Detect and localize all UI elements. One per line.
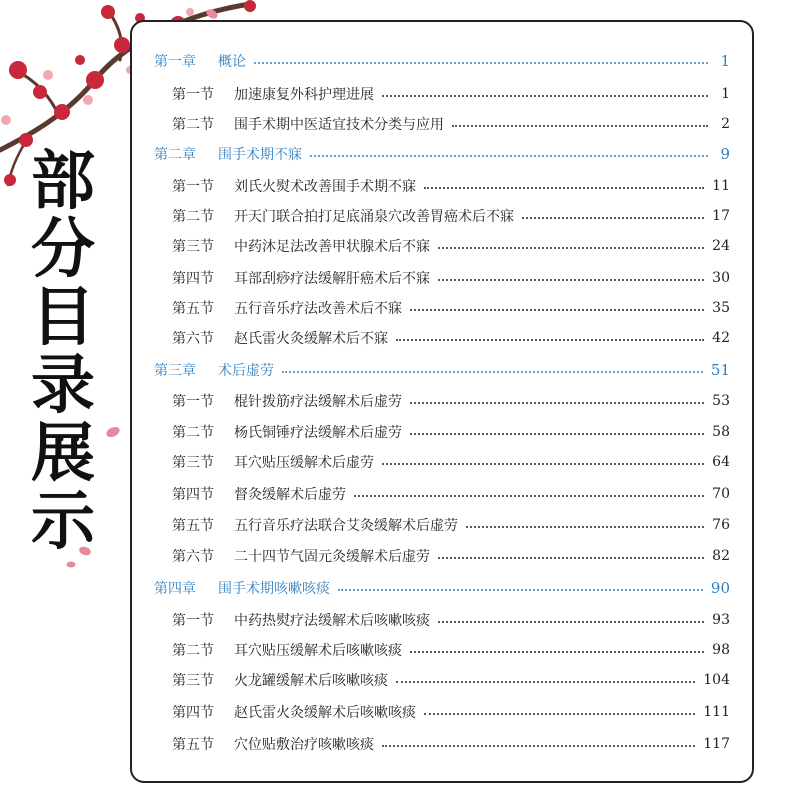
dot-leader <box>438 279 704 281</box>
toc-entry-page-number: 9 <box>720 145 730 163</box>
dot-leader <box>382 463 704 465</box>
toc-entry-label: 第五节 <box>172 737 214 753</box>
toc-entry-page-number: 42 <box>712 330 730 346</box>
toc-section-entry[interactable] <box>132 264 752 292</box>
toc-entry-label: 第六节 <box>172 331 214 347</box>
dot-leader <box>354 495 704 497</box>
toc-section-entry[interactable] <box>132 110 752 138</box>
petal-icon <box>105 425 121 439</box>
toc-entry-page-number: 70 <box>712 486 730 502</box>
dot-leader <box>282 371 703 373</box>
toc-entry-page-number: 1 <box>721 86 730 102</box>
dot-leader <box>382 745 695 747</box>
toc-entry-title: 概论 <box>218 54 246 70</box>
dot-leader <box>396 339 704 341</box>
toc-section-entry[interactable] <box>132 698 752 726</box>
toc-entry-title: 二十四节气固元灸缓解术后虚劳 <box>234 549 430 565</box>
toc-entry-title: 督灸缓解术后虚劳 <box>234 487 346 503</box>
dot-leader <box>382 95 708 97</box>
dot-leader <box>254 62 708 64</box>
toc-entry-label: 第三章 <box>154 363 196 379</box>
dot-leader <box>466 526 704 528</box>
toc-entry-title: 赵氏雷火灸缓解术后不寐 <box>234 331 388 347</box>
toc-chapter-entry[interactable] <box>132 356 752 384</box>
toc-entry-label: 第二节 <box>172 425 214 441</box>
dot-leader <box>410 309 704 311</box>
toc-section-entry[interactable] <box>132 324 752 352</box>
toc-section-entry[interactable] <box>132 294 752 322</box>
dot-leader <box>410 651 704 653</box>
toc-entry-title: 穴位贴敷治疗咳嗽咳痰 <box>234 737 374 753</box>
toc-entry-label: 第一节 <box>172 87 214 103</box>
side-title-char: 目 <box>31 281 95 355</box>
side-title-char: 示 <box>31 485 95 559</box>
table-of-contents <box>130 20 754 783</box>
toc-entry-label: 第二节 <box>172 643 214 659</box>
toc-entry-label: 第四章 <box>154 581 196 597</box>
toc-entry-page-number: 1 <box>720 52 730 70</box>
side-title-char: 展 <box>31 417 95 491</box>
toc-section-entry[interactable] <box>132 448 752 476</box>
toc-entry-page-number: 64 <box>712 454 730 470</box>
toc-entry-page-number: 11 <box>712 178 730 194</box>
petal-icon <box>66 560 76 569</box>
toc-entry-page-number: 30 <box>712 270 730 286</box>
toc-entry-title: 棍针拨筋疗法缓解术后虚劳 <box>234 394 402 410</box>
toc-section-entry[interactable] <box>132 606 752 634</box>
toc-entry-page-number: 111 <box>703 704 730 720</box>
toc-entry-label: 第一章 <box>154 54 196 70</box>
toc-entry-page-number: 2 <box>721 116 730 132</box>
dot-leader <box>424 187 704 189</box>
toc-entry-title: 刘氏火熨术改善围手术期不寐 <box>234 179 416 195</box>
toc-entry-label: 第三节 <box>172 673 214 689</box>
toc-entry-label: 第五节 <box>172 301 214 317</box>
toc-entry-label: 第五节 <box>172 518 214 534</box>
side-title-char: 录 <box>31 349 95 423</box>
toc-section-entry[interactable] <box>132 202 752 230</box>
toc-entry-page-number: 98 <box>712 642 730 658</box>
dot-leader <box>438 247 704 249</box>
toc-entry-label: 第四节 <box>172 487 214 503</box>
toc-entry-page-number: 90 <box>710 579 730 597</box>
dot-leader <box>424 713 695 715</box>
toc-entry-label: 第一节 <box>172 179 214 195</box>
toc-entry-title: 围手术期咳嗽咳痰 <box>218 581 330 597</box>
toc-entry-title: 耳穴贴压缓解术后虚劳 <box>234 455 374 471</box>
toc-entry-title: 耳穴贴压缓解术后咳嗽咳痰 <box>234 643 402 659</box>
petal-icon <box>205 8 219 20</box>
toc-entry-page-number: 51 <box>710 361 730 379</box>
toc-entry-page-number: 58 <box>712 424 730 440</box>
toc-entry-title: 赵氏雷火灸缓解术后咳嗽咳痰 <box>234 705 416 721</box>
toc-entry-title: 火龙罐缓解术后咳嗽咳痰 <box>234 673 388 689</box>
toc-entry-page-number: 53 <box>712 393 730 409</box>
toc-entry-page-number: 35 <box>712 300 730 316</box>
toc-entry-label: 第四节 <box>172 271 214 287</box>
toc-entry-title: 围手术期不寐 <box>218 147 302 163</box>
dot-leader <box>410 402 704 404</box>
toc-entry-title: 中药沐足法改善甲状腺术后不寐 <box>234 239 430 255</box>
toc-entry-title: 围手术期中医适宜技术分类与应用 <box>234 117 444 133</box>
toc-entry-page-number: 117 <box>703 736 730 752</box>
toc-chapter-entry[interactable] <box>132 47 752 75</box>
toc-section-entry[interactable] <box>132 232 752 260</box>
toc-entry-title: 术后虚劳 <box>218 363 274 379</box>
toc-section-entry[interactable] <box>132 666 752 694</box>
toc-entry-label: 第六节 <box>172 549 214 565</box>
toc-entry-label: 第二节 <box>172 117 214 133</box>
dot-leader <box>522 217 704 219</box>
toc-chapter-entry[interactable] <box>132 140 752 168</box>
toc-entry-label: 第二章 <box>154 147 196 163</box>
toc-section-entry[interactable] <box>132 636 752 664</box>
dot-leader <box>338 589 703 591</box>
side-title-char: 分 <box>31 213 95 287</box>
toc-section-entry[interactable] <box>132 511 752 539</box>
toc-section-entry[interactable] <box>132 480 752 508</box>
toc-entry-label: 第三节 <box>172 239 214 255</box>
toc-section-entry[interactable] <box>132 80 752 108</box>
toc-entry-page-number: 104 <box>703 672 730 688</box>
toc-section-entry[interactable] <box>132 418 752 446</box>
toc-entry-page-number: 82 <box>712 548 730 564</box>
toc-entry-title: 耳部刮痧疗法缓解肝癌术后不寐 <box>234 271 430 287</box>
toc-entry-page-number: 76 <box>712 517 730 533</box>
toc-section-entry[interactable] <box>132 172 752 200</box>
toc-entry-label: 第二节 <box>172 209 214 225</box>
toc-section-entry[interactable] <box>132 542 752 570</box>
side-title-char: 部 <box>31 145 95 219</box>
toc-entry-title: 开天门联合拍打足底涌泉穴改善胃癌术后不寐 <box>234 209 514 225</box>
toc-entry-page-number: 93 <box>712 612 730 628</box>
toc-entry-title: 五行音乐疗法改善术后不寐 <box>234 301 402 317</box>
dot-leader <box>410 433 704 435</box>
toc-chapter-entry[interactable] <box>132 574 752 602</box>
toc-entry-title: 中药热熨疗法缓解术后咳嗽咳痰 <box>234 613 430 629</box>
toc-entry-label: 第三节 <box>172 455 214 471</box>
toc-entry-page-number: 24 <box>712 238 730 254</box>
toc-entry-label: 第一节 <box>172 394 214 410</box>
dot-leader <box>310 155 708 157</box>
toc-section-entry[interactable] <box>132 387 752 415</box>
dot-leader <box>452 125 708 127</box>
toc-section-entry[interactable] <box>132 730 752 758</box>
dot-leader <box>438 621 704 623</box>
dot-leader <box>396 681 695 683</box>
toc-entry-title: 五行音乐疗法联合艾灸缓解术后虚劳 <box>234 518 458 534</box>
toc-entry-title: 杨氏铜锤疗法缓解术后虚劳 <box>234 425 402 441</box>
toc-entry-page-number: 17 <box>712 208 730 224</box>
side-title <box>22 145 104 559</box>
toc-entry-label: 第四节 <box>172 705 214 721</box>
toc-entry-title: 加速康复外科护理进展 <box>234 87 374 103</box>
dot-leader <box>438 557 704 559</box>
toc-entry-label: 第一节 <box>172 613 214 629</box>
